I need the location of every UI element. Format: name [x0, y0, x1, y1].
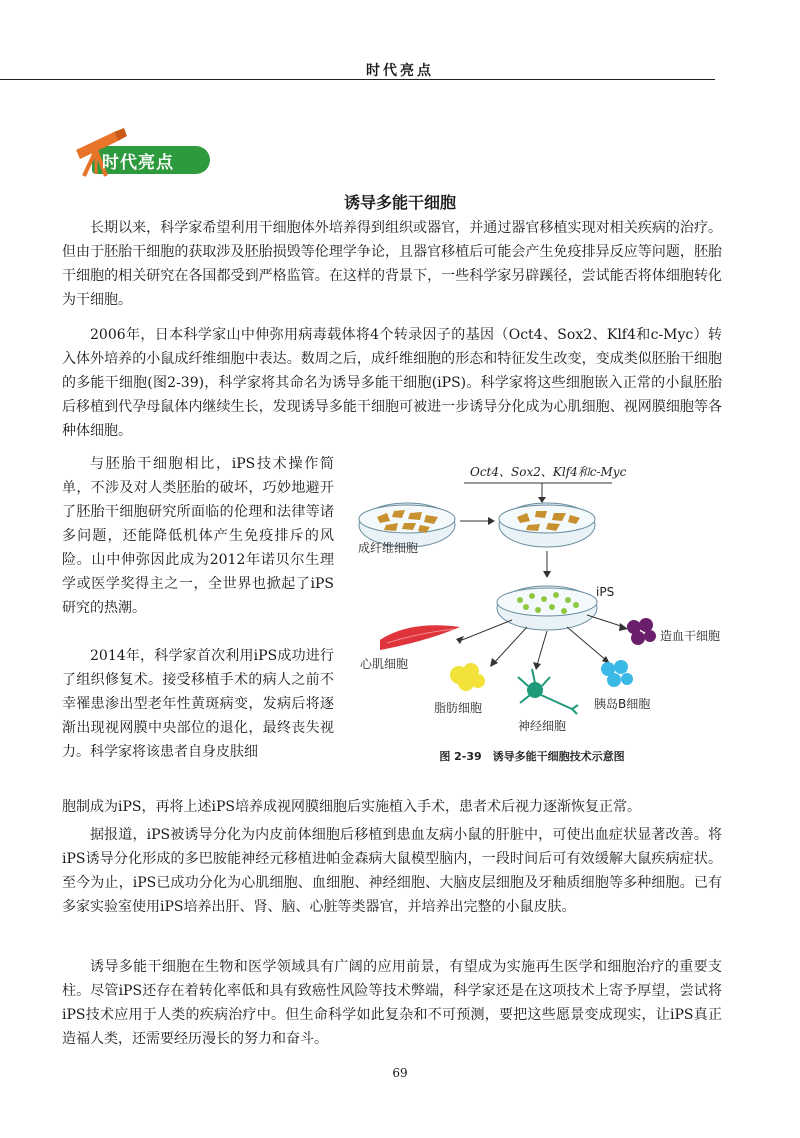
adipocyte-cell	[450, 663, 485, 691]
beta-cell-label: 胰岛B细胞	[594, 697, 651, 711]
beta-cell-cluster	[601, 660, 633, 687]
page-number: 69	[392, 1066, 408, 1080]
transformed-dish	[499, 503, 595, 547]
paragraph-6: 诱导多能干细胞在生物和医学领域具有广阔的应用前景，有望成为实施再生医学和细胞治疗的重要支柱。尽管iPS还存在着转化率低和具有致癌性风险等技术弊端，科学家还是在这项技术上寄予厚望，尝试将iPS技术应用于人类的疾病治疗中。但生命科学如此复杂和不可预测，要把这些愿景变成现实，让iPS真正造福人类，还需要经历漫长的努力和奋斗。	[62, 959, 722, 1047]
ips-diagram	[342, 455, 722, 775]
paragraph-5: 据报道，iPS被诱导分化为内皮前体细胞后移植到患血友病小鼠的肝脏中，可使出血症状显著改善。将iPS诱导分化形成的多巴胺能神经元移植进帕金森病大鼠模型脑内，一段时间后可有效缓解大鼠疾病症状。至今为止，iPS已成功分化为心肌细胞、血细胞、神经细胞、大脑皮层细胞及牙釉质细胞等多种细胞。已有多家实验室使用iPS培养出肝、肾、脑、心脏等类器官，并培养出完整的小鼠皮肤。	[62, 827, 722, 915]
article-title: 诱导多能干细胞	[343, 193, 456, 212]
ips-dish	[497, 586, 597, 630]
cardiomyocyte-label: 心肌细胞	[360, 657, 409, 671]
neuron-label: 神经细胞	[518, 719, 567, 733]
neuron-cell	[518, 669, 578, 714]
paragraph-1: 长期以来，科学家希望利用干细胞体外培养得到组织或器官，并通过器官移植实现对相关疾病的治疗。但由于胚胎干细胞的获取涉及胚胎损毁等伦理学争论，且器官移植后可能会产生免疫排异反应等问题，胚胎干细胞的相关研究在各国都受到严格监管。在这样的背景下，一些科学家另辟蹊径，尝试能否将体细胞转化为干细胞。	[62, 220, 722, 308]
fibroblast-label: 成纤维细胞	[358, 541, 419, 555]
paragraph-4: 2014年，科学家首次利用iPS成功进行了组织修复术。接受移植手术的病人之前不幸罹患渗出型老年性黄斑病变，发病后将逐渐出现视网膜中央部位的退化，最终丧失视力。科学家将该患者自身皮肤细	[62, 648, 334, 760]
hsc-label: 造血干细胞	[660, 629, 721, 643]
cardiomyocyte-cell	[380, 625, 460, 650]
running-header: 时代亮点	[366, 63, 434, 79]
ips-diagram-drawing	[342, 455, 722, 745]
figure-caption: 图 2-39 诱导多能干细胞技术示意图	[439, 750, 625, 763]
header-divider	[0, 79, 715, 80]
hsc-cluster	[627, 618, 656, 645]
paragraph-4-continued: 胞制成为iPS，再将上述iPS培养成视网膜细胞后实施植入手术，患者术后视力逐渐恢复正常。	[62, 799, 641, 815]
section-badge	[70, 128, 220, 178]
adipocyte-label: 脂肪细胞	[434, 701, 483, 715]
paragraph-3: 与胚胎干细胞相比，iPS技术操作简单，不涉及对人类胚胎的破坏，巧妙地避开了胚胎干细胞研究所面临的伦理和法律等诸多问题，还能降低机体产生免疫排斥的风险。山中伸弥因此成为2012年诺贝尔生理学或医学奖得主之一，全世界也掀起了iPS研究的热潮。	[62, 456, 334, 616]
genes-label: Oct4、Sox2、Klf4和c-Myc	[470, 465, 627, 479]
badge-label: 时代亮点	[102, 153, 174, 173]
ips-label: iPS	[596, 585, 615, 599]
paragraph-2: 2006年，日本科学家山中伸弥用病毒载体将4个转录因子的基因（Oct4、Sox2、Klf4和c-Myc）转入体外培养的小鼠成纤维细胞中表达。数周之后，成纤维细胞的形态和特征发生改变，变成类似胚胎干细胞的多能干细胞(图2-39)，科学家将其命名为诱导多能干细胞(iPS)。科学家将这些细胞嵌入正常的小鼠胚胎后移植到代孕母鼠体内继续生长，发现诱导多能干细胞可被进一步诱导分化成为心肌细胞、视网膜细胞等各种体细胞。	[62, 327, 722, 439]
